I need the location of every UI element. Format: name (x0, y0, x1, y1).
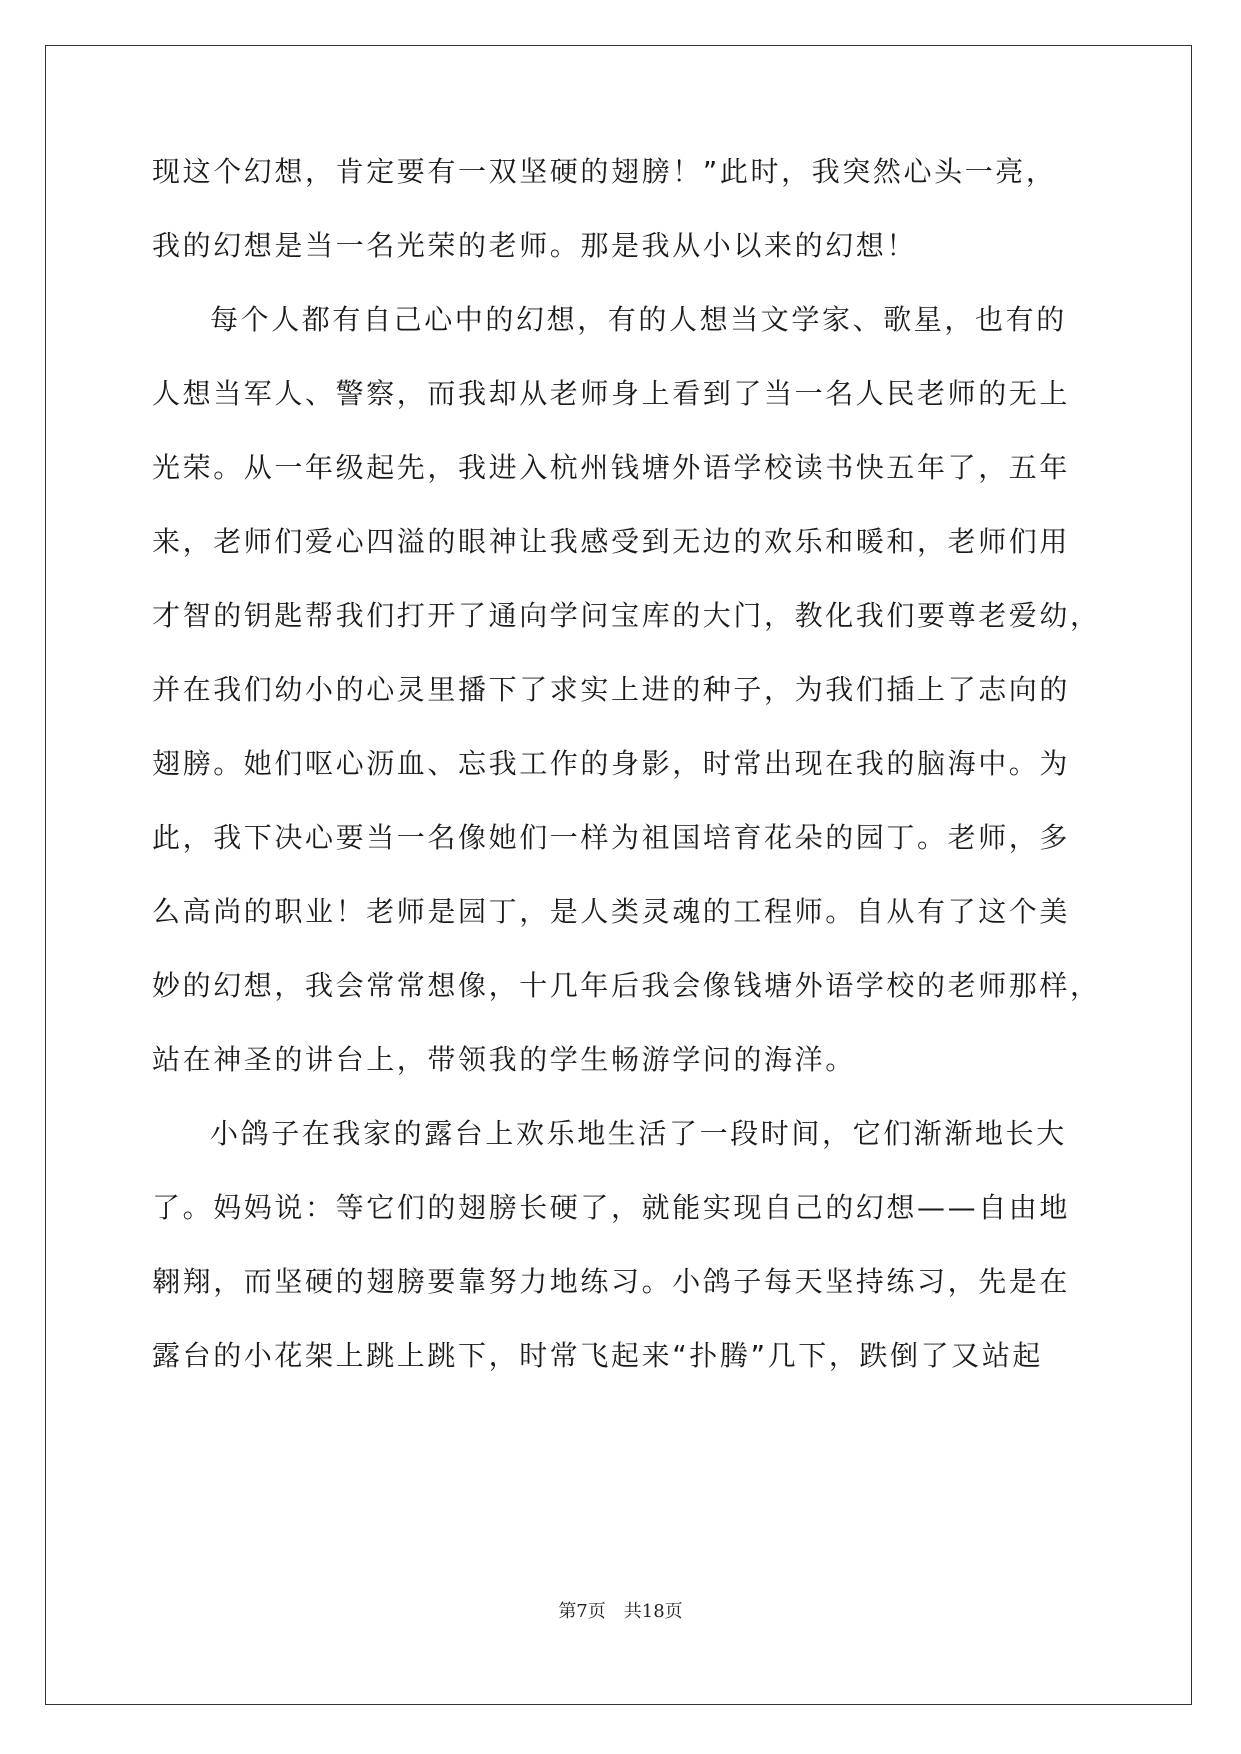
paragraph-start-line: 小鸽子在我家的露台上欢乐地生活了一段时间，它们渐渐地长大 (210, 1117, 1067, 1150)
text-line: 翅膀。她们呕心沥血、忘我工作的身影，时常出现在我的脑海中。为 (152, 747, 1071, 780)
text-line: 此，我下决心要当一名像她们一样为祖国培育花朵的园丁。老师，多 (152, 821, 1071, 854)
text-line: 现这个幻想，肯定要有一双坚硬的翅膀！”此时，我突然心头一亮， (152, 155, 1057, 188)
page-footer (0, 1598, 1241, 1626)
text-line: 了。妈妈说：等它们的翅膀长硬了，就能实现自己的幻想——自由地 (152, 1191, 1071, 1224)
paragraph-start-line: 每个人都有自己心中的幻想，有的人想当文学家、歌星，也有的 (210, 303, 1067, 336)
text-line: 人想当军人、警察，而我却从老师身上看到了当一名人民老师的无上 (152, 377, 1071, 410)
text-line: 才智的钥匙帮我们打开了通向学问宝库的大门，教化我们要尊老爱幼， (152, 599, 1101, 632)
document-body (152, 154, 1152, 1412)
text-line: 站在神圣的讲台上，带领我的学生畅游学问的海洋。 (152, 1043, 856, 1076)
text-line: 并在我们幼小的心灵里播下了求实上进的种子，为我们插上了志向的 (152, 673, 1071, 706)
text-line: 光荣。从一年级起先，我进入杭州钱塘外语学校读书快五年了，五年 (152, 451, 1071, 484)
text-line: 来，老师们爱心四溢的眼神让我感受到无边的欢乐和暖和，老师们用 (152, 525, 1071, 558)
text-line: 露台的小花架上跳上跳下，时常飞起来“扑腾”几下，跌倒了又站起 (152, 1339, 1044, 1372)
text-line: 我的幻想是当一名光荣的老师。那是我从小以来的幻想！ (152, 229, 918, 262)
page-number: 第7页 (558, 1601, 606, 1622)
text-line: 翱翔，而坚硬的翅膀要靠努力地练习。小鸽子每天坚持练习，先是在 (152, 1265, 1071, 1298)
text-line: 么高尚的职业！老师是园丁，是人类灵魂的工程师。自从有了这个美 (152, 895, 1071, 928)
text-line: 妙的幻想，我会常常想像，十几年后我会像钱塘外语学校的老师那样， (152, 969, 1101, 1002)
page-total: 共18页 (623, 1601, 683, 1622)
